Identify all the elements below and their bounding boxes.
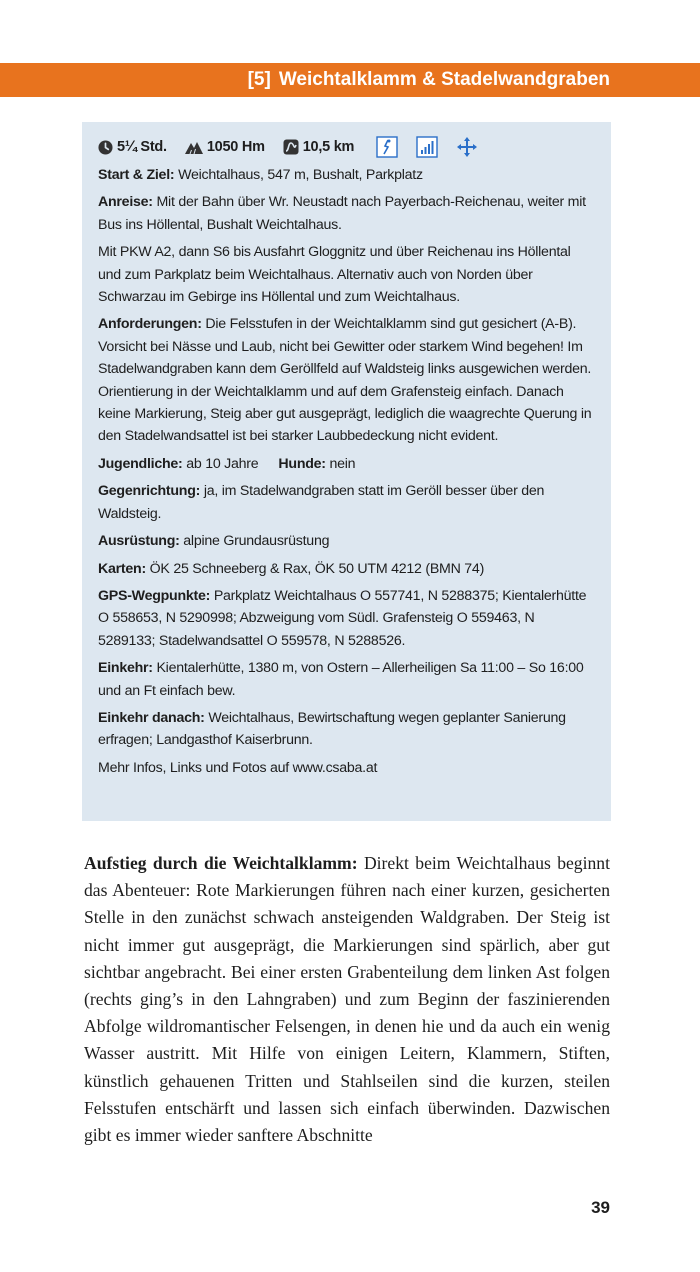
route-icon bbox=[283, 139, 299, 155]
jugend-hunde-paragraph bbox=[98, 453, 595, 475]
more-info-link-text: Mehr Infos, Links und Fotos auf www.csaba.at bbox=[98, 759, 378, 776]
clock-icon bbox=[98, 140, 113, 155]
ausruestung-paragraph bbox=[98, 530, 595, 552]
section-text: Direkt beim Weichtalhaus beginnt das Abenteuer: Rote Markierungen führen nach einer kurzen, gesicherten Stelle in den zunächst schwach ansteigenden Waldgraben. Der Steig ist nicht immer gut ausgeprägt, die Markierungen sind spärlich, aber gut sichtbar angebracht. Bei einer ersten Grabenteilung dem linken Ast folgen (rechts ging’s in den Lahngraben) und zum Beginn der faszinierenden Abfolge wildromantischer Felsengen, in denen hie und da auch ein wenig Wasser austritt. Mit Hilfe von einigen Leitern, Klammern, Stiften, künstlich gehauenen Tritten und Stahlseilen sind die kurzen, steilen Felsstufen entschärft und lassen sich einfach überwinden. Dazwischen gibt es immer wieder sanftere Abschnitte bbox=[84, 853, 610, 1146]
einkehr-paragraph bbox=[98, 657, 595, 702]
start-ziel-paragraph bbox=[98, 164, 595, 186]
einkehr-danach-value: Weichtalhaus, Bewirtschaftung wegen geplanter Sanierung erfragen; Landgasthof Kaiserbrunn. bbox=[98, 709, 566, 749]
gegenrichtung-label: Gegenrichtung: bbox=[98, 483, 201, 500]
chapter-title bbox=[248, 69, 610, 91]
anreise-paragraph bbox=[98, 191, 595, 236]
karten-value: ÖK 25 Schneeberg & Rax, ÖK 50 UTM 4212 (BMN 74) bbox=[149, 560, 485, 577]
chapter-name: Weichtalklamm & Stadelwandgraben bbox=[278, 69, 610, 90]
gps-label: GPS-Wegpunkte: bbox=[98, 587, 211, 604]
ausruestung-label: Ausrüstung: bbox=[98, 533, 180, 550]
start-label: Start & Ziel: bbox=[98, 167, 175, 183]
einkehr-danach-paragraph bbox=[98, 707, 595, 752]
anreise-label: Anreise: bbox=[98, 194, 153, 211]
elevation-stat bbox=[185, 136, 265, 158]
start-value: Weichtalhaus, 547 m, Bushalt, Parkplatz bbox=[178, 167, 423, 183]
profile-chart-icon bbox=[416, 136, 438, 158]
distance-value: 10,5 km bbox=[302, 138, 355, 155]
chapter-number: [5] bbox=[247, 69, 271, 90]
karten-paragraph bbox=[98, 558, 595, 580]
chapter-header-bar bbox=[0, 63, 700, 97]
mountain-icon bbox=[185, 140, 203, 154]
gegenrichtung-value: ja, im Stadelwandgraben statt im Geröll besser über den Waldsteig. bbox=[98, 483, 545, 522]
tour-stats bbox=[98, 134, 595, 160]
jugend-label: Jugendliche: bbox=[98, 455, 183, 472]
main-body-text bbox=[84, 850, 610, 1149]
einkehr-label: Einkehr: bbox=[98, 660, 153, 677]
section-lead: Aufstieg durch die Weichtalklamm: bbox=[84, 853, 358, 873]
gps-move-icon bbox=[456, 136, 478, 158]
gps-value: Parkplatz Weichtalhaus O 557741, N 5288375; Kientalerhütte O 558653, N 5290998; Abzweigung vom Südl. Grafensteig O 559463, N 5289133; Stadelwandsattel O 559578, N 5288526. bbox=[98, 587, 587, 649]
distance-stat bbox=[283, 136, 354, 158]
hunde-label: Hunde: bbox=[278, 455, 326, 472]
gegenrichtung-paragraph bbox=[98, 480, 595, 525]
elevation-value: 1050 Hm bbox=[206, 138, 265, 155]
gps-paragraph bbox=[98, 585, 595, 652]
anreise-value: Mit der Bahn über Wr. Neustadt nach Payerbach-Reichenau, weiter mit Bus ins Höllental, Bushalt Weichtalhaus. bbox=[98, 194, 586, 233]
duration-value: 5¼ Std. bbox=[117, 138, 167, 155]
tour-info-box bbox=[82, 122, 611, 821]
pkw-paragraph: Mit PKW A2, dann S6 bis Ausfahrt Gloggnitz und über Reichenau ins Höllental und zum Parkplatz beim Weichtalhaus. Alternativ auch von Norden über Schwarzau im Gebirge ins Höllental und zum Weichtalhaus. bbox=[98, 244, 571, 306]
einkehr-danach-label: Einkehr danach: bbox=[98, 709, 205, 726]
anforderungen-label: Anforderungen: bbox=[98, 316, 202, 333]
ausruestung-value: alpine Grundausrüstung bbox=[183, 533, 330, 550]
anforderungen-value: Die Felsstufen in der Weichtalklamm sind gut gesichert (A-B). Vorsicht bei Nässe und Laub, nicht bei Gewitter oder starkem Wind begehen! Im Stadelwandgraben kann dem Geröllfeld auf Waldsteig links ausgewichen werden. Orientierung in der Weichtalklamm und auf dem Grafensteig einfach. Danach keine Markierung, Steig aber gut ausgeprägt, lediglich die waagrechte Querung in den Stadelwandsattel ist bei starker Laubbedeckung nicht evident. bbox=[98, 316, 592, 445]
duration-stat bbox=[98, 136, 167, 158]
jugend-value: ab 10 Jahre bbox=[186, 455, 259, 472]
einkehr-value: Kientalerhütte, 1380 m, von Ostern – Allerheiligen Sa 11:00 – So 16:00 und an Ft einfach bew. bbox=[98, 660, 584, 699]
hunde-value: nein bbox=[329, 455, 356, 472]
anforderungen-paragraph bbox=[98, 313, 595, 447]
difficulty-badge-icon bbox=[376, 136, 398, 158]
karten-label: Karten: bbox=[98, 560, 146, 577]
page-number: 39 bbox=[591, 1198, 610, 1217]
